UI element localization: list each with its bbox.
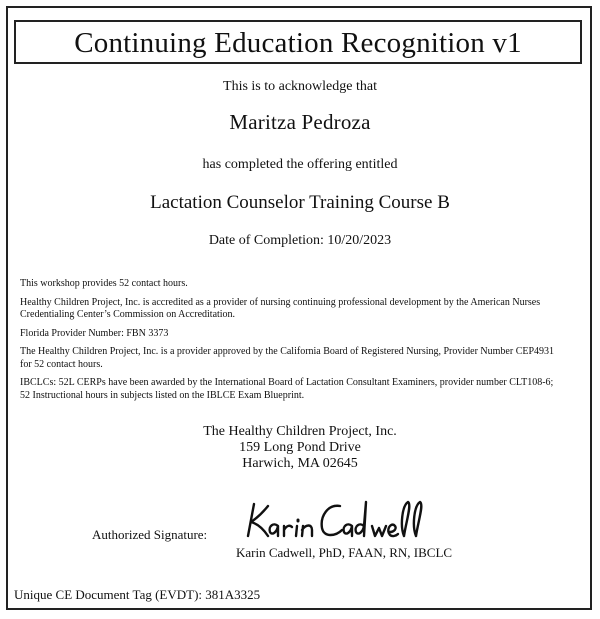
organization-street: 159 Long Pond Drive (239, 440, 361, 455)
organization-address (0, 424, 600, 472)
certificate-title: Continuing Education Recognition v1 (14, 20, 582, 64)
completed-text: has completed the offering entitled (202, 157, 398, 172)
accreditation-notes (20, 278, 560, 408)
note-florida-provider: Florida Provider Number: FBN 3373 (20, 327, 169, 339)
recipient-name: Maritza Pedroza (229, 110, 371, 134)
course-title: Lactation Counselor Training Course B (150, 192, 450, 213)
evdt-tag: Unique CE Document Tag (EVDT): 381A3325 (14, 587, 261, 602)
note-california-provider: The Healthy Children Project, Inc. is a provider approved by the California Board of Registered Nursing, Provider Number CEP4931 for 52 contact hours. (20, 346, 555, 370)
organization-city: Harwich, MA 02645 (242, 456, 358, 471)
signature-label: Authorized Signature: (92, 527, 208, 542)
note-iblce-cerps: IBCLCs: 52L CERPs have been awarded by the International Board of Lactation Consultant Examiners, provider number CLT108-6; 52 Instructional hours in subjects listed on the IBLCE Exam Blueprint. (20, 377, 554, 401)
note-contact-hours: This workshop provides 52 contact hours. (20, 278, 188, 289)
handwritten-signature (240, 492, 450, 544)
organization-name: The Healthy Children Project, Inc. (203, 424, 397, 439)
acknowledge-text: This is to acknowledge that (223, 79, 377, 94)
completion-date: Date of Completion: 10/20/2023 (208, 233, 392, 248)
signer-name: Karin Cadwell, PhD, FAAN, RN, IBCLC (236, 545, 453, 560)
note-ancc-accreditation: Healthy Children Project, Inc. is accredited as a provider of nursing continuing professional development by the American Nurses Credentialing Center’s Commission on Accreditation. (20, 296, 541, 320)
